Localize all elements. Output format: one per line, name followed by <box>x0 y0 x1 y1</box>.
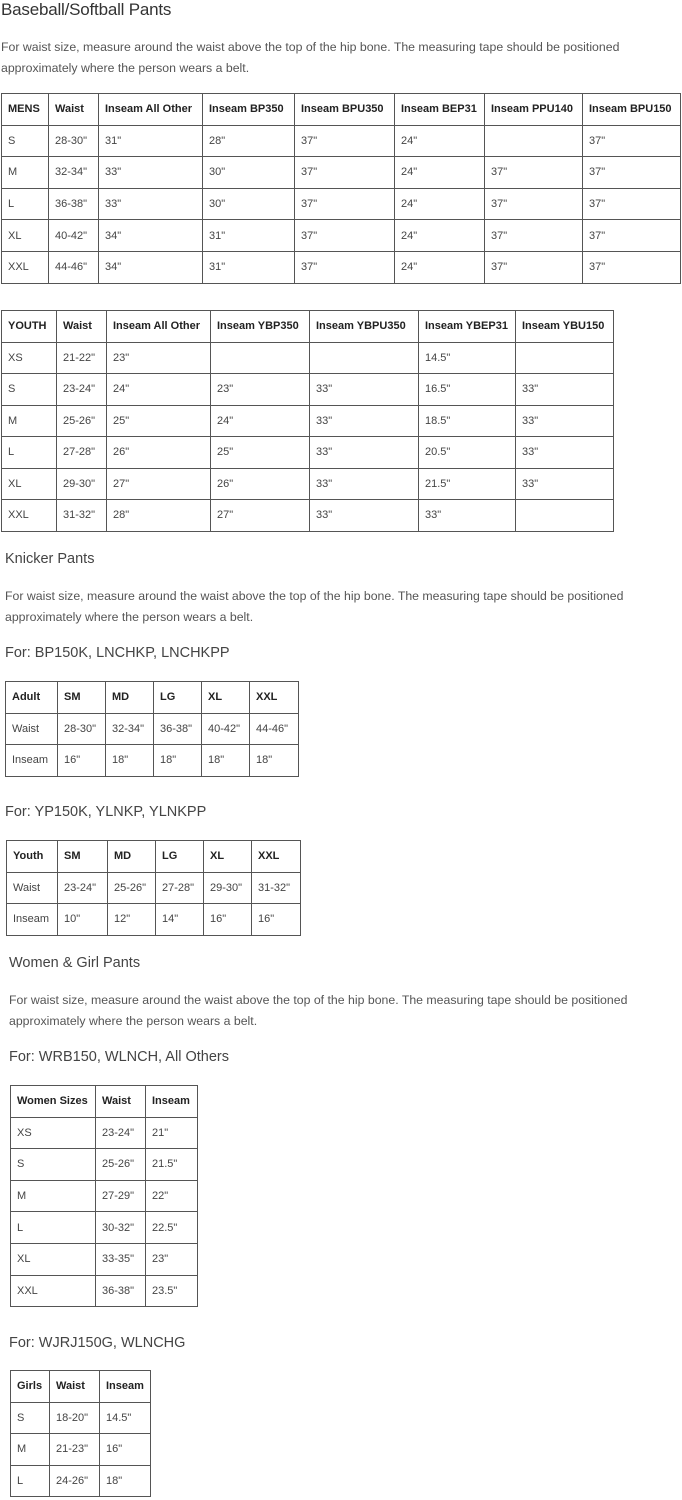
table-cell: 29-30" <box>57 468 107 500</box>
table-row <box>11 1212 198 1244</box>
table-cell: 33" <box>310 374 419 406</box>
table-cell: 44-46" <box>49 251 99 283</box>
table-cell: 44-46" <box>250 713 299 745</box>
table-cell: 36-38" <box>49 188 99 220</box>
table-cell: 14.5" <box>419 342 516 374</box>
column-header: LG <box>154 682 202 714</box>
table-cell: 18" <box>250 745 299 777</box>
table-cell: 24" <box>395 251 485 283</box>
table-row <box>2 342 614 374</box>
table-cell: 37" <box>295 125 395 157</box>
column-header: Inseam YBP350 <box>211 311 310 343</box>
table-cell: 18.5" <box>419 405 516 437</box>
knicker-adult-subtitle: For: BP150K, LNCHKP, LNCHKPP <box>5 645 230 661</box>
table-cell: 27-28" <box>156 872 204 904</box>
column-header: Waist <box>49 94 99 126</box>
column-header: Inseam BEP31 <box>395 94 485 126</box>
column-header: SM <box>58 682 106 714</box>
girls-size-table <box>10 1370 151 1497</box>
table-cell: 30" <box>203 188 295 220</box>
column-header: Adult <box>6 682 58 714</box>
table-cell: 24-26" <box>50 1465 100 1497</box>
column-header: Inseam <box>146 1086 198 1118</box>
table-cell: 23" <box>107 342 211 374</box>
knicker-youth-subtitle: For: YP150K, YLNKP, YLNKPP <box>5 804 207 820</box>
knicker-intro-line1: For waist size, measure around the waist above the top of the hip bone. The measuring tape should be positioned <box>5 589 624 603</box>
table-cell <box>485 125 583 157</box>
row-label-cell: S <box>11 1402 50 1434</box>
table-cell: 24" <box>211 405 310 437</box>
column-header: Women Sizes <box>11 1086 96 1118</box>
table-row <box>11 1402 151 1434</box>
baseball-intro <box>1 37 619 79</box>
table-cell <box>310 342 419 374</box>
table-cell: 37" <box>485 251 583 283</box>
row-label-cell: M <box>2 405 57 437</box>
table-cell: 31" <box>203 220 295 252</box>
table-header-row <box>11 1086 198 1118</box>
table-cell: 28" <box>203 125 295 157</box>
table-cell: 28-30" <box>49 125 99 157</box>
column-header: Youth <box>7 841 58 873</box>
table-cell: 34" <box>99 220 203 252</box>
table-row <box>7 872 301 904</box>
baseball-intro-line2: approximately where the person wears a belt. <box>1 61 250 75</box>
column-header: XL <box>204 841 252 873</box>
table-cell: 12" <box>108 904 156 936</box>
table-cell: 23.5" <box>146 1275 198 1307</box>
table-cell: 27" <box>211 500 310 532</box>
table-cell: 33" <box>310 500 419 532</box>
table-cell: 36-38" <box>96 1275 146 1307</box>
table-cell: 33" <box>419 500 516 532</box>
column-header: Waist <box>57 311 107 343</box>
table-cell: 33" <box>516 437 614 469</box>
column-header: Inseam All Other <box>99 94 203 126</box>
table-cell: 33" <box>310 468 419 500</box>
table-row <box>2 251 681 283</box>
column-header: Inseam All Other <box>107 311 211 343</box>
table-cell: 25" <box>107 405 211 437</box>
knicker-adult-table <box>5 681 299 777</box>
column-header: Inseam BPU350 <box>295 94 395 126</box>
table-cell: 37" <box>583 188 681 220</box>
table-cell: 31" <box>99 125 203 157</box>
table-cell: 37" <box>295 157 395 189</box>
table-cell: 21.5" <box>146 1149 198 1181</box>
table-cell: 14" <box>156 904 204 936</box>
table-cell: 33" <box>310 405 419 437</box>
column-header: SM <box>58 841 108 873</box>
column-header: Inseam YBU150 <box>516 311 614 343</box>
column-header: Waist <box>50 1371 100 1403</box>
table-cell: 27-28" <box>57 437 107 469</box>
table-cell: 28" <box>107 500 211 532</box>
row-label-cell: XL <box>2 468 57 500</box>
table-cell: 25-26" <box>96 1149 146 1181</box>
table-cell: 40-42" <box>49 220 99 252</box>
knicker-intro-line2: approximately where the person wears a belt. <box>5 610 254 624</box>
table-cell: 37" <box>583 251 681 283</box>
table-cell: 28-30" <box>58 713 106 745</box>
table-cell: 10" <box>58 904 108 936</box>
table-cell <box>211 342 310 374</box>
table-cell: 18" <box>154 745 202 777</box>
table-cell: 25-26" <box>108 872 156 904</box>
row-label-cell: M <box>11 1434 50 1466</box>
row-label-cell: XXL <box>11 1275 96 1307</box>
table-cell: 37" <box>295 188 395 220</box>
table-header-row <box>6 682 299 714</box>
table-cell: 34" <box>99 251 203 283</box>
women-size-table <box>10 1085 198 1307</box>
column-header: Waist <box>96 1086 146 1118</box>
row-label-cell: L <box>2 188 49 220</box>
column-header: MENS <box>2 94 49 126</box>
table-cell: 20.5" <box>419 437 516 469</box>
table-cell: 21.5" <box>419 468 516 500</box>
row-label-cell: XXL <box>2 251 49 283</box>
row-label-cell: Waist <box>6 713 58 745</box>
row-label-cell: L <box>2 437 57 469</box>
women-intro-line2: approximately where the person wears a belt. <box>9 1014 258 1028</box>
row-label-cell: XS <box>11 1117 96 1149</box>
table-cell: 24" <box>395 188 485 220</box>
column-header: Inseam BPU150 <box>583 94 681 126</box>
table-cell: 33" <box>99 188 203 220</box>
table-cell: 37" <box>485 220 583 252</box>
column-header: XXL <box>250 682 299 714</box>
table-row <box>2 157 681 189</box>
table-cell: 24" <box>395 220 485 252</box>
table-row <box>11 1465 151 1497</box>
table-cell: 37" <box>485 157 583 189</box>
table-cell: 33" <box>516 468 614 500</box>
table-cell: 22.5" <box>146 1212 198 1244</box>
table-row <box>2 188 681 220</box>
row-label-cell: M <box>11 1180 96 1212</box>
column-header: Inseam <box>100 1371 151 1403</box>
row-label-cell: XL <box>11 1243 96 1275</box>
table-cell: 14.5" <box>100 1402 151 1434</box>
column-header: Inseam YBEP31 <box>419 311 516 343</box>
table-row <box>2 374 614 406</box>
table-cell: 23-24" <box>58 872 108 904</box>
table-row <box>2 437 614 469</box>
column-header: Girls <box>11 1371 50 1403</box>
row-label-cell: XXL <box>2 500 57 532</box>
table-row <box>6 713 299 745</box>
table-cell: 30-32" <box>96 1212 146 1244</box>
table-cell: 24" <box>107 374 211 406</box>
table-row <box>2 468 614 500</box>
table-cell: 33" <box>99 157 203 189</box>
table-row <box>11 1180 198 1212</box>
table-cell: 40-42" <box>202 713 250 745</box>
row-label-cell: Waist <box>7 872 58 904</box>
table-cell: 37" <box>583 157 681 189</box>
column-header: Inseam YBPU350 <box>310 311 419 343</box>
table-cell: 36-38" <box>154 713 202 745</box>
table-cell: 16" <box>58 745 106 777</box>
table-cell: 18" <box>202 745 250 777</box>
table-cell: 16.5" <box>419 374 516 406</box>
table-cell: 29-30" <box>204 872 252 904</box>
table-cell: 24" <box>395 125 485 157</box>
table-cell: 26" <box>211 468 310 500</box>
table-header-row <box>11 1371 151 1403</box>
table-row <box>11 1434 151 1466</box>
table-cell: 16" <box>100 1434 151 1466</box>
table-cell: 21-23" <box>50 1434 100 1466</box>
knicker-intro <box>5 586 623 628</box>
table-cell: 21" <box>146 1117 198 1149</box>
table-cell: 23" <box>211 374 310 406</box>
mens-size-table <box>1 93 681 284</box>
row-label-cell: M <box>2 157 49 189</box>
women-intro-line1: For waist size, measure around the waist above the top of the hip bone. The measuring tape should be positioned <box>9 993 628 1007</box>
table-cell: 25" <box>211 437 310 469</box>
row-label-cell: L <box>11 1465 50 1497</box>
table-cell <box>516 342 614 374</box>
table-cell: 26" <box>107 437 211 469</box>
table-row <box>11 1149 198 1181</box>
table-cell: 18" <box>100 1465 151 1497</box>
table-cell: 16" <box>204 904 252 936</box>
table-cell: 23" <box>146 1243 198 1275</box>
table-cell: 37" <box>295 251 395 283</box>
table-cell: 33" <box>310 437 419 469</box>
table-cell: 32-34" <box>106 713 154 745</box>
youth-size-table <box>1 310 614 532</box>
table-cell: 23-24" <box>57 374 107 406</box>
row-label-cell: L <box>11 1212 96 1244</box>
column-header: YOUTH <box>2 311 57 343</box>
table-cell: 31-32" <box>252 872 301 904</box>
column-header: Inseam PPU140 <box>485 94 583 126</box>
table-cell: 18" <box>106 745 154 777</box>
row-label-cell: Inseam <box>7 904 58 936</box>
knicker-section-title: Knicker Pants <box>5 551 95 567</box>
table-cell <box>516 500 614 532</box>
page-title: Baseball/Softball Pants <box>1 0 172 19</box>
baseball-intro-line1: For waist size, measure around the waist above the top of the hip bone. The measuring tape should be positioned <box>1 40 620 54</box>
column-header: MD <box>106 682 154 714</box>
girls-subtitle: For: WJRJ150G, WLNCHG <box>9 1335 186 1351</box>
row-label-cell: S <box>2 125 49 157</box>
row-label-cell: S <box>11 1149 96 1181</box>
table-cell: 23-24" <box>96 1117 146 1149</box>
table-row <box>2 220 681 252</box>
table-row <box>6 745 299 777</box>
column-header: XXL <box>252 841 301 873</box>
column-header: MD <box>108 841 156 873</box>
table-cell: 37" <box>583 125 681 157</box>
table-cell: 18-20" <box>50 1402 100 1434</box>
table-row <box>11 1117 198 1149</box>
table-header-row <box>7 841 301 873</box>
column-header: Inseam BP350 <box>203 94 295 126</box>
table-cell: 37" <box>485 188 583 220</box>
table-header-row <box>2 311 614 343</box>
table-cell: 31" <box>203 251 295 283</box>
table-cell: 30" <box>203 157 295 189</box>
women-subtitle: For: WRB150, WLNCH, All Others <box>9 1049 229 1065</box>
knicker-youth-table <box>6 840 301 936</box>
table-cell: 16" <box>252 904 301 936</box>
table-cell: 27-29" <box>96 1180 146 1212</box>
table-cell: 24" <box>395 157 485 189</box>
table-cell: 25-26" <box>57 405 107 437</box>
table-cell: 31-32" <box>57 500 107 532</box>
table-row <box>2 405 614 437</box>
table-cell: 37" <box>295 220 395 252</box>
table-row <box>11 1275 198 1307</box>
table-cell: 33" <box>516 405 614 437</box>
table-row <box>2 500 614 532</box>
column-header: LG <box>156 841 204 873</box>
table-header-row <box>2 94 681 126</box>
table-row <box>7 904 301 936</box>
row-label-cell: S <box>2 374 57 406</box>
row-label-cell: Inseam <box>6 745 58 777</box>
table-cell: 32-34" <box>49 157 99 189</box>
row-label-cell: XS <box>2 342 57 374</box>
table-cell: 33" <box>516 374 614 406</box>
table-cell: 21-22" <box>57 342 107 374</box>
table-cell: 33-35" <box>96 1243 146 1275</box>
table-cell: 22" <box>146 1180 198 1212</box>
table-cell: 37" <box>583 220 681 252</box>
row-label-cell: XL <box>2 220 49 252</box>
table-row <box>2 125 681 157</box>
table-cell: 27" <box>107 468 211 500</box>
column-header: XL <box>202 682 250 714</box>
women-section-title: Women & Girl Pants <box>9 955 141 971</box>
table-row <box>11 1243 198 1275</box>
women-intro <box>9 990 627 1032</box>
